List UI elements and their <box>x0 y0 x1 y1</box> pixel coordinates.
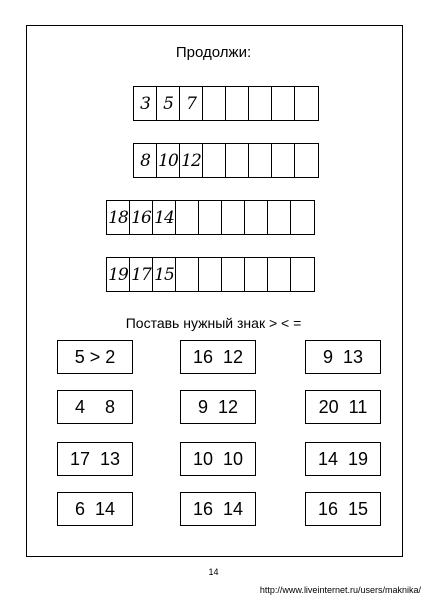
sequence-cell <box>245 258 268 291</box>
sequence-cell: 19 <box>107 258 130 291</box>
sequence-cell <box>249 87 272 120</box>
comparison-box: 10 10 <box>180 442 256 476</box>
sequence-cell <box>203 87 226 120</box>
sequence-cell <box>272 87 295 120</box>
sequence-cell: 5 <box>157 87 180 120</box>
page-title: Продолжи: <box>175 44 252 61</box>
sequence-row-3 <box>106 200 315 235</box>
sequence-cell: 16 <box>130 201 153 234</box>
sequence-cell <box>249 144 272 177</box>
sequence-row-4 <box>106 257 315 292</box>
page-number: 14 <box>208 567 219 577</box>
sequence-cell <box>268 201 291 234</box>
sequence-cell <box>226 87 249 120</box>
sequence-cell: 17 <box>130 258 153 291</box>
comparison-box: 6 14 <box>57 492 133 526</box>
sequence-cell <box>291 258 314 291</box>
comparison-box: 16 12 <box>180 340 256 374</box>
comparison-box: 14 19 <box>305 442 381 476</box>
sequence-cell <box>295 87 318 120</box>
sequence-cell <box>222 258 245 291</box>
sequence-cell: 12 <box>180 144 203 177</box>
sequence-cell <box>199 258 222 291</box>
comparison-box: 5 > 2 <box>57 340 133 374</box>
sequence-cell <box>176 258 199 291</box>
source-url[interactable]: http://www.liveinternet.ru/users/maknika/ <box>259 585 421 595</box>
sequence-cell <box>268 258 291 291</box>
sequence-cell: 15 <box>153 258 176 291</box>
sequence-cell <box>199 201 222 234</box>
comparison-box: 9 13 <box>305 340 381 374</box>
sequence-cell: 8 <box>134 144 157 177</box>
comparison-box: 17 13 <box>57 442 133 476</box>
sequence-cell: 14 <box>153 201 176 234</box>
sequence-cell <box>226 144 249 177</box>
sequence-cell <box>245 201 268 234</box>
comparison-box: 4 8 <box>57 390 133 424</box>
sequence-cell <box>176 201 199 234</box>
comparison-box: 16 15 <box>305 492 381 526</box>
sequence-cell: 3 <box>134 87 157 120</box>
sequence-row-1 <box>133 86 319 121</box>
sequence-cell: 10 <box>157 144 180 177</box>
sequence-cell <box>295 144 318 177</box>
sequence-cell <box>222 201 245 234</box>
sequence-cell <box>203 144 226 177</box>
sequence-cell <box>291 201 314 234</box>
instruction-text: Поставь нужный знак > < = <box>125 315 302 331</box>
comparison-box: 16 14 <box>180 492 256 526</box>
sequence-cell: 18 <box>107 201 130 234</box>
comparison-box: 20 11 <box>305 390 381 424</box>
sequence-cell <box>272 144 295 177</box>
comparison-box: 9 12 <box>180 390 256 424</box>
sequence-cell: 7 <box>180 87 203 120</box>
sequence-row-2 <box>133 143 319 178</box>
